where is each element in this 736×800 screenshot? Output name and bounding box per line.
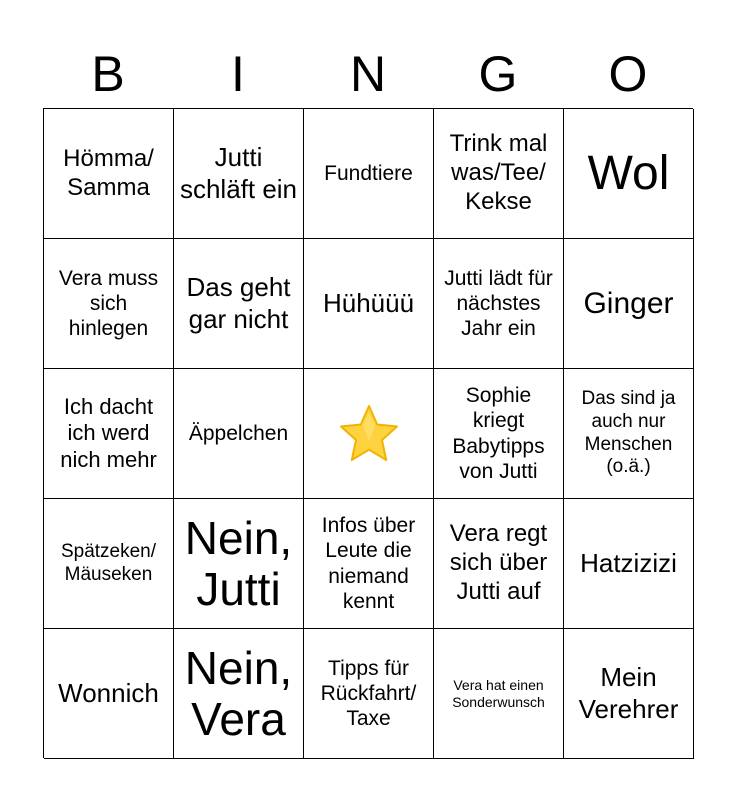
bingo-cell[interactable]: Jutti lädt für nächstes Jahr ein	[434, 239, 564, 369]
bingo-cell[interactable]: Wol	[564, 109, 694, 239]
bingo-cell[interactable]: Spätzeken/ Mäuseken	[44, 499, 174, 629]
bingo-cell[interactable]: Nein, Jutti	[174, 499, 304, 629]
bingo-cell[interactable]: Infos über Leute die niemand kennt	[304, 499, 434, 629]
bingo-board	[43, 108, 693, 758]
bingo-cell[interactable]: Nein, Vera	[174, 629, 304, 759]
star-icon	[337, 402, 401, 466]
bingo-cell[interactable]: Äppelchen	[174, 369, 304, 499]
bingo-cell[interactable]: Jutti schläft ein	[174, 109, 304, 239]
bingo-cell[interactable]: Das geht gar nicht	[174, 239, 304, 369]
bingo-header	[43, 40, 693, 108]
bingo-cell[interactable]: Wonnich	[44, 629, 174, 759]
header-letter-g: G	[478, 46, 518, 102]
header-letter-o: O	[608, 46, 648, 102]
bingo-cell[interactable]: Sophie kriegt Babytipps von Jutti	[434, 369, 564, 499]
bingo-cell[interactable]: Vera regt sich über Jutti auf	[434, 499, 564, 629]
bingo-cell[interactable]: Hömma/ Samma	[44, 109, 174, 239]
free-space-cell[interactable]	[304, 369, 434, 499]
bingo-cell[interactable]: Mein Verehrer	[564, 629, 694, 759]
bingo-cell[interactable]: Das sind ja auch nur Menschen (o.ä.)	[564, 369, 694, 499]
bingo-cell[interactable]: Hatzizizi	[564, 499, 694, 629]
header-letter-b: B	[91, 46, 125, 102]
bingo-cell[interactable]: Tipps für Rückfahrt/ Taxe	[304, 629, 434, 759]
bingo-cell[interactable]: Vera hat einen Sonderwunsch	[434, 629, 564, 759]
bingo-cell[interactable]: Vera muss sich hinlegen	[44, 239, 174, 369]
bingo-cell[interactable]: Hühüüü	[304, 239, 434, 369]
bingo-cell[interactable]: Ich dacht ich werd nich mehr	[44, 369, 174, 499]
bingo-cell[interactable]: Trink mal was/Tee/ Kekse	[434, 109, 564, 239]
bingo-cell[interactable]: Fundtiere	[304, 109, 434, 239]
header-letter-i: I	[231, 46, 245, 102]
bingo-cell[interactable]: Ginger	[564, 239, 694, 369]
header-letter-n: N	[349, 46, 387, 102]
